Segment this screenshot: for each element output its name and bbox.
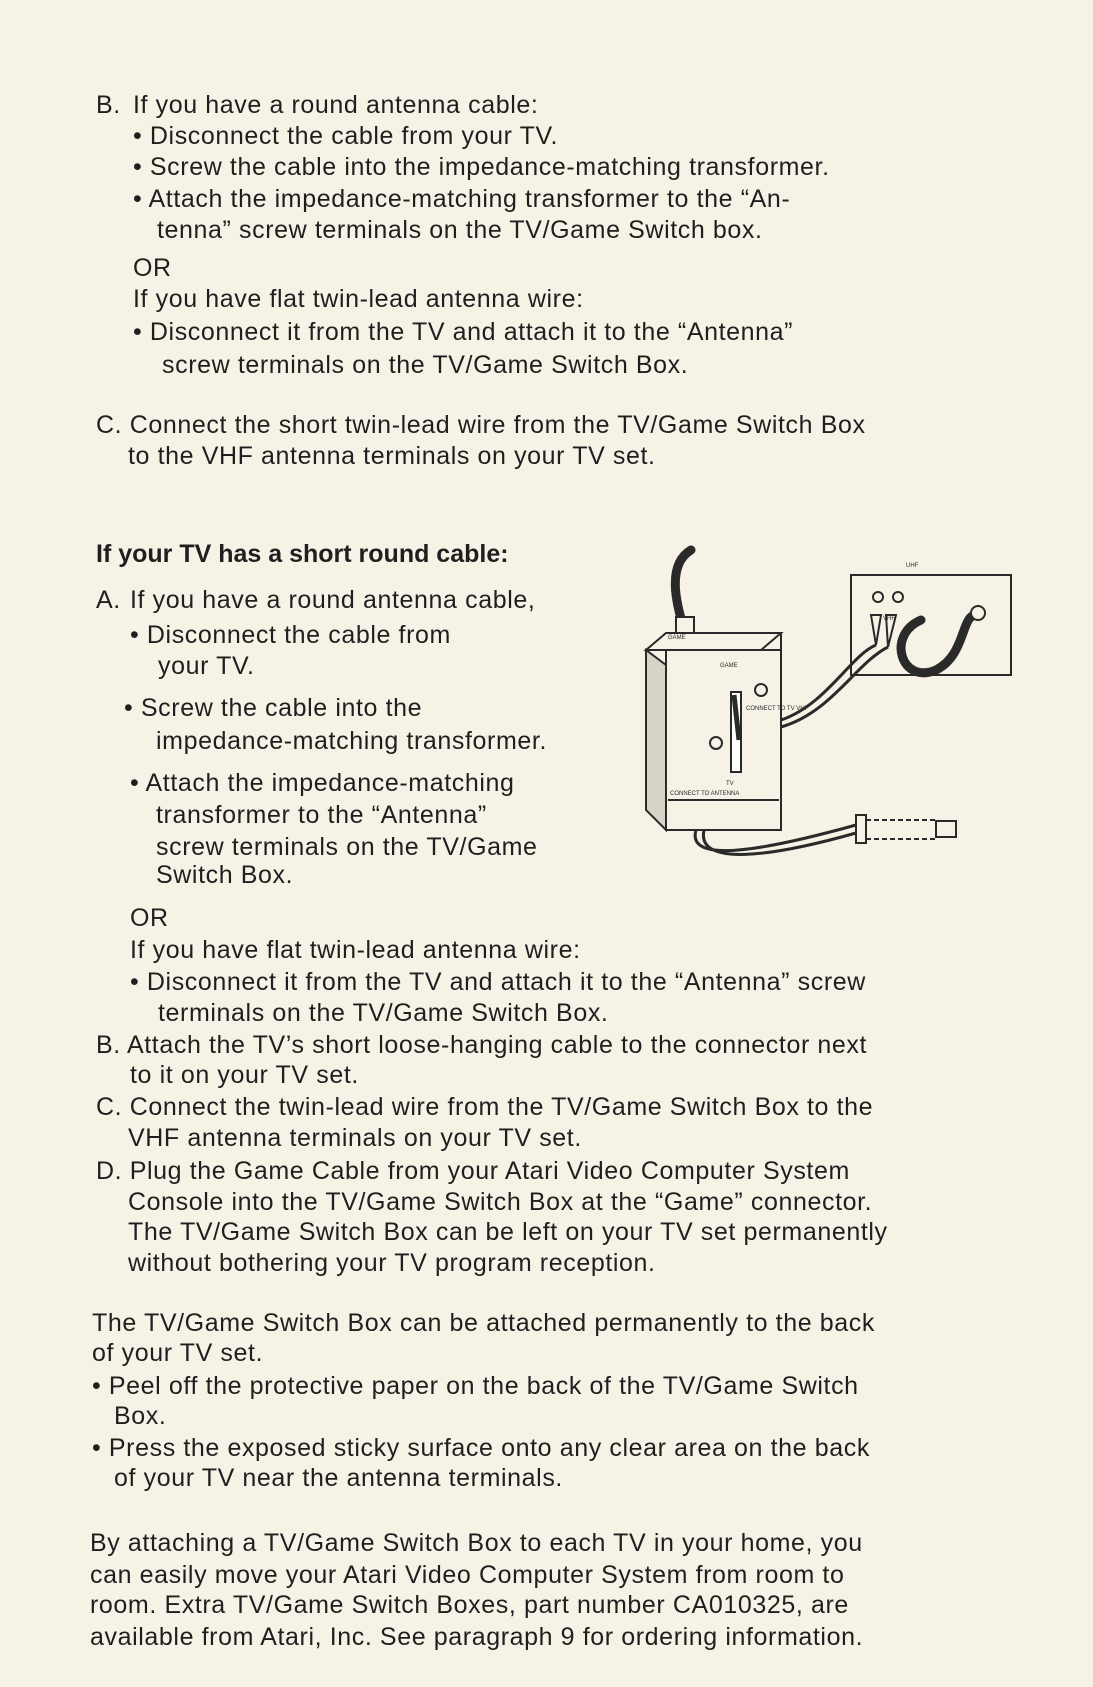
- step-d-line: D. Plug the Game Cable from your Atari Video Computer System: [96, 1157, 850, 1185]
- step-b-marker: B.: [96, 91, 121, 119]
- tv-switch-label: TV: [726, 781, 734, 787]
- flat-intro: If you have flat twin-lead antenna wire:: [130, 936, 581, 964]
- bullet-line: of your TV near the antenna terminals.: [114, 1464, 563, 1492]
- step-b-intro: If you have a round antenna cable:: [133, 91, 539, 119]
- step-a-marker: A.: [96, 586, 121, 614]
- step-c-line: VHF antenna terminals on your TV set.: [128, 1124, 582, 1152]
- or-label: OR: [133, 254, 172, 282]
- bullet-line: Box.: [114, 1402, 167, 1430]
- vhf-label: VHF: [883, 616, 895, 622]
- step-c-line: C. Connect the twin-lead wire from the TV/Game Switch Box to the: [96, 1093, 874, 1121]
- or-label: OR: [130, 904, 169, 932]
- bullet-line: • Screw the cable into the impedance-matching transformer.: [133, 153, 830, 181]
- step-d-line: The TV/Game Switch Box can be left on your TV set permanently: [128, 1218, 888, 1246]
- paragraph-line: can easily move your Atari Video Computer System from room to: [90, 1561, 845, 1589]
- paragraph-line: available from Atari, Inc. See paragraph 9 for ordering information.: [90, 1623, 864, 1651]
- bullet-line: • Peel off the protective paper on the back of the TV/Game Switch: [92, 1372, 859, 1400]
- bullet-line: screw terminals on the TV/Game: [156, 833, 538, 861]
- step-c-line: to the VHF antenna terminals on your TV set.: [128, 442, 656, 470]
- paragraph-line: of your TV set.: [92, 1339, 264, 1367]
- bullet-line: • Disconnect it from the TV and attach it to the “Antenna” screw: [130, 968, 866, 996]
- bullet-line: • Disconnect it from the TV and attach it to the “Antenna”: [133, 318, 794, 346]
- switch-box: [666, 650, 781, 830]
- flat-intro: If you have flat twin-lead antenna wire:: [133, 285, 584, 313]
- paragraph-line: room. Extra TV/Game Switch Boxes, part number CA010325, are: [90, 1591, 849, 1619]
- step-c-line: C. Connect the short twin-lead wire from the TV/Game Switch Box: [96, 411, 866, 439]
- step-a-intro: If you have a round antenna cable,: [130, 586, 536, 614]
- bullet-line: impedance-matching transformer.: [156, 727, 547, 755]
- bullet-line: Switch Box.: [156, 861, 294, 889]
- game-switch-label: GAME: [720, 663, 738, 669]
- step-b-line: to it on your TV set.: [130, 1061, 359, 1089]
- paragraph-line: The TV/Game Switch Box can be attached permanently to the back: [92, 1309, 875, 1337]
- bullet-line: your TV.: [158, 652, 255, 680]
- section-heading: If your TV has a short round cable:: [96, 540, 509, 568]
- bullet-line: transformer to the “Antenna”: [156, 801, 487, 829]
- paragraph-line: By attaching a TV/Game Switch Box to each TV in your home, you: [90, 1529, 863, 1557]
- bullet-line: • Disconnect the cable from: [130, 621, 451, 649]
- step-d-line: without bothering your TV program reception.: [128, 1249, 656, 1277]
- bullet-line: screw terminals on the TV/Game Switch Box.: [162, 351, 689, 379]
- tv-antenna-panel: [851, 575, 1011, 675]
- switch-box-diagram: [636, 545, 1016, 885]
- bullet-line: • Attach the impedance-matching: [130, 769, 515, 797]
- bullet-line: • Attach the impedance-matching transformer to the “An-: [133, 185, 791, 213]
- bullet-line: • Press the exposed sticky surface onto any clear area on the back: [92, 1434, 870, 1462]
- bullet-line: terminals on the TV/Game Switch Box.: [158, 999, 609, 1027]
- connect-antenna-label: CONNECT TO ANTENNA: [670, 791, 740, 797]
- bullet-line: tenna” screw terminals on the TV/Game Switch box.: [157, 216, 763, 244]
- step-d-line: Console into the TV/Game Switch Box at the “Game” connector.: [128, 1188, 873, 1216]
- bullet-line: • Screw the cable into the: [124, 694, 423, 722]
- switch-box-illustration: [636, 545, 1016, 885]
- connect-tv-label: CONNECT TO TV VHF: [746, 706, 809, 712]
- game-top-label: GAME: [668, 635, 686, 641]
- uhf-label: UHF: [906, 563, 919, 569]
- bullet-line: • Disconnect the cable from your TV.: [133, 122, 558, 150]
- step-b-line: B. Attach the TV’s short loose-hanging cable to the connector next: [96, 1031, 868, 1059]
